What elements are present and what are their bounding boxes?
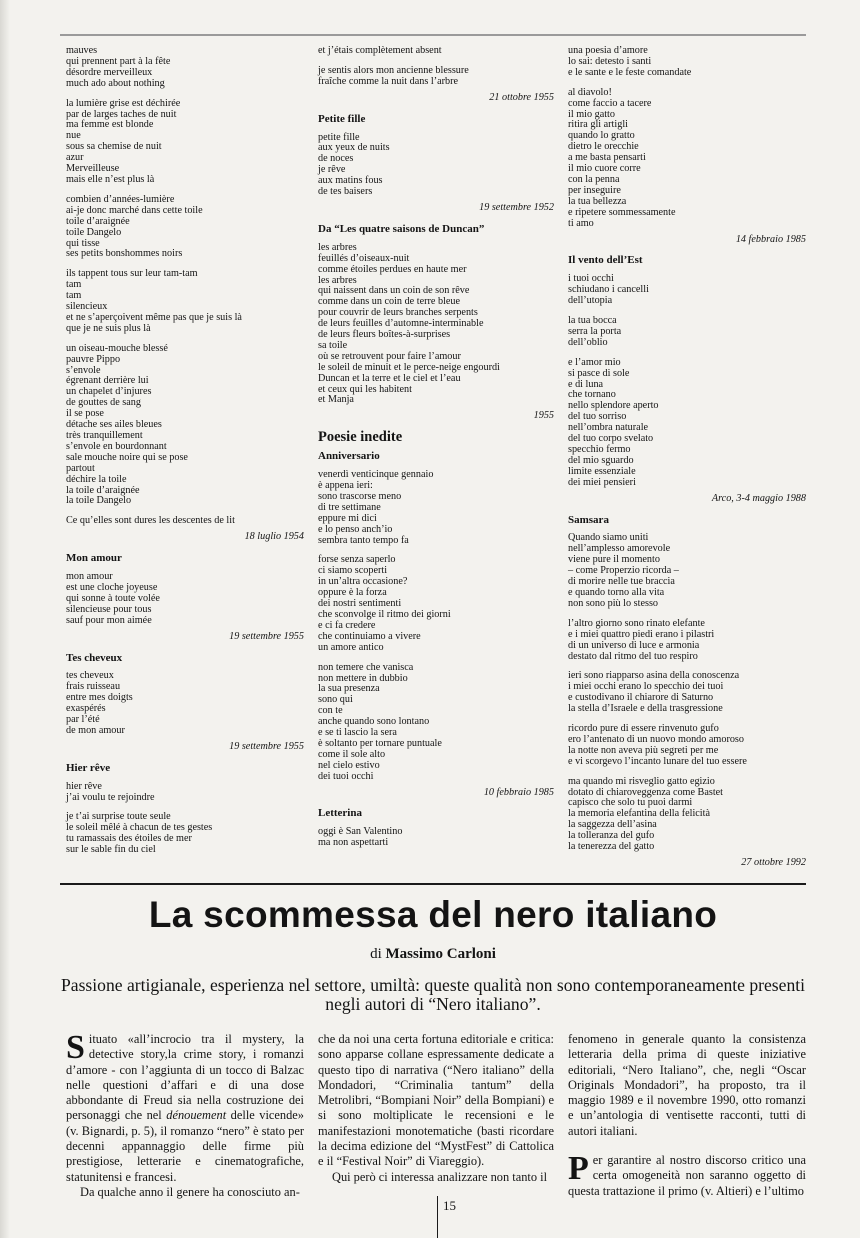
poem-stanza [66,46,304,90]
poem-line: aux yeux de nuits [318,142,390,154]
poem-stanza [568,671,806,715]
article-paragraph [568,1150,806,1199]
poem-title: Il vento dell’Est [568,254,643,267]
poem-line: capisco che solo tu puoi darmi [568,797,693,809]
poem-line: sa toile [318,339,348,351]
poem-stanza [568,274,806,307]
poem-date: 19 settembre 1952 [479,201,554,213]
poem-stanza [568,46,806,79]
poem-stanza [568,358,806,489]
poem-line: del tuo sorriso [568,411,627,423]
article-paragraph: Qui però ci interessa analizzare non tanto il [332,1169,548,1184]
poem-line: e se ti lascio la sera [318,727,397,739]
poem-line: et j’étais complètement absent [318,45,442,56]
poem-line: Duncan et la terre et le ciel et l’eau [318,372,461,384]
poem-date: 19 settembre 1955 [229,740,304,752]
poem-line: il se pose [66,408,104,420]
poem-line: par de larges taches de nuit [66,108,177,120]
poem-stanza [318,555,554,653]
poem-line: je sentis alors mon ancienne blessure [318,64,469,76]
poem-line: le soleil mêlé à chacun de tes gestes [66,822,213,834]
poem-line: Ce qu’elles sont dures les descentes de lit [66,515,235,527]
poem-date: Arco, 3-4 maggio 1988 [711,492,806,504]
poem-line: eppure mi dici [318,512,377,524]
poem-line: qui sonne à toute volée [66,592,160,604]
poem-line: de tes baisers [318,186,373,198]
poem-line: a me basta pensarti [568,152,646,164]
poem-line: sauf pour mon aimée [66,614,152,626]
poem-line: l’altro giorno sono rinato elefante [568,617,705,629]
poem-line: viene pure il momento [568,554,660,566]
poem-line: fraîche comme la nuit dans l’arbre [318,75,459,87]
poem-line: di un universo di luce e armonia [568,639,700,651]
poem-line: un oiseau-mouche blessé [66,342,168,354]
poem-line: il mio cuore corre [568,163,641,175]
poem-date: 1955 [533,410,554,422]
poem-line: très tranquillement [66,430,143,441]
poem-line: aux matins fous [318,175,383,187]
section-title: Poesie inedite [318,429,403,446]
poem-line: ai-je donc marché dans cette toile [66,204,203,216]
poem-line: tes cheveux [66,670,114,682]
poem-line: e ci fa credere [318,619,376,631]
drop-cap: P [568,1150,589,1188]
poem-line: oggi è San Valentino [318,826,403,838]
poem-line: forse senza saperlo [318,554,396,566]
poem-stanza [66,812,304,856]
poem-stanza [66,195,304,260]
poem-line: destato dal ritmo del tuo respiro [568,650,698,662]
poem-line: silencieuse pour tous [66,603,152,615]
poem-line: la tolleranza del gufo [568,830,655,842]
poem-line: la tua bellezza [568,195,627,207]
article-paragraph: fenomeno in generale quanto la consistenza letteraria della prima di queste iniziative editoriali, “Nero Italiano”, che, negli “Oscar Originals Mondadori”, ha proposto, tra il maggio 1989 e il novembre 1990, otto romanzi e un’antologia di ventisette racconti, tutti di autori italiani. [568,1032,806,1138]
poem-date: 14 febbraio 1985 [735,233,806,245]
poem-line: tu ramassais des étoiles de mer [66,833,192,845]
poem-line: déchire la toile [66,473,127,485]
poem-line: dell’oblio [568,336,608,348]
poem-date: 21 ottobre 1955 [489,91,554,103]
poem-date: 19 settembre 1955 [229,630,304,642]
poem-line: – come Properzio ricorda – [568,565,679,577]
poem-line: nue [66,130,81,142]
poem-stanza [66,782,304,804]
poem-line: ti amo [568,217,594,229]
poem-line: qui naissent dans un coin de son rêve [318,285,470,297]
poem-line: del mio sguardo [568,454,634,466]
poem-line: égrenant derrière lui [66,375,149,387]
poem-line: specchio fermo [568,444,631,455]
poem-line: Merveilleuse [66,163,120,175]
poem-line: una poesia d’amore [568,45,648,56]
poem-line: sono qui [318,694,353,706]
poem-line: toile d’araignée [66,215,130,227]
page-number: 15 [443,1198,456,1213]
poem-line: la tua bocca [568,315,617,327]
poem-stanza [66,516,304,527]
poem-stanza [318,470,554,546]
poem-line: anche quando sono lontano [318,716,430,728]
poem-line: che continuiamo a vivere [318,630,421,642]
poem-line: si pasce di sole [568,367,630,379]
poem-stanza [568,88,806,230]
article-text: delle vicende» (v. Bignardi, p. 5), il romanzo “nero” è stato per decenni appannaggio delle firme più prestigiose, letterarie e cinematografiche, statunitensi e francesi. [66,1108,305,1184]
poem-line: de gouttes de sang [66,397,141,409]
poem-line: sur le sable fin du ciel [66,844,156,856]
poem-line: je t’ai surprise toute seule [66,811,171,823]
poem-line: est une cloche joyeuse [66,581,158,593]
poem-line: un chapelet d’injures [66,386,152,398]
poem-line: j’ai voulu te rejoindre [66,791,155,803]
poem-line: partout [66,462,95,474]
poem-line: où se retrouvent pour faire l’amour [318,350,461,362]
poem-line: ci siamo scoperti [318,565,388,577]
poem-line: è soltanto per tornare puntuale [318,737,442,749]
poem-line: la stella d’Israele e della trasgressione [568,703,723,715]
poem-line: e lo penso anch’io [318,523,393,535]
poem-title: Anniversario [318,450,380,463]
poem-line: ma femme est blonde [66,119,154,131]
poem-line: exaspérés [66,703,106,715]
poem-line: oppure è la forza [318,587,387,599]
folio-rule [437,1196,438,1238]
poem-line: come faccio a tacere [568,97,652,109]
poem-stanza [568,724,806,768]
poem-line: les arbres [318,274,357,286]
poem-line: comme dans un coin de terre bleue [318,296,461,308]
poem-line: del tuo corpo svelato [568,433,654,445]
poem-line: non mettere in dubbio [318,672,408,684]
poem-line: azur [66,152,84,164]
article-column-2 [318,1032,554,1185]
poem-stanza [66,269,304,334]
poem-line: hier rêve [66,780,102,792]
poem-line: petite fille [318,131,360,143]
poem-line: la memoria elefantina della felicità [568,808,710,820]
poem-line: et ne s’aperçoivent même pas que je suis là [66,311,242,323]
poem-stanza [66,99,304,186]
drop-cap: S [66,1029,85,1066]
article-column-3 [568,1032,806,1199]
poem-line: de noces [318,153,354,165]
poem-line: schiudano i cancelli [568,284,649,296]
poem-line: toile Dangelo [66,226,122,238]
poem-line: sale mouche noire qui se pose [66,451,188,463]
poem-line: sono trascorse meno [318,490,402,502]
poem-stanza [318,66,554,88]
poem-line: entre mes doigts [66,692,133,704]
poem-line: come il sole alto [318,748,386,760]
poem-title: Tes cheveux [66,651,123,664]
poem-line: e ripetere sommessamente [568,206,676,218]
paragraph-gap [568,1139,806,1153]
poem-line: dei miei pensieri [568,476,636,488]
poem-title: Mon amour [66,552,122,565]
poem-line: nel cielo estivo [318,759,380,771]
poem-line: e le sante e le feste comandate [568,66,692,78]
poem-line: serra la porta [568,325,622,337]
poem-line: silencieux [66,301,108,313]
poem-title: Samsara [568,513,609,526]
top-rule [60,34,806,36]
poem-line: dei nostri sentimenti [318,598,402,610]
poem-line: ero l’antenato di un nuovo mondo amoroso [568,733,744,745]
poem-line: in un’altra occasione? [318,576,408,588]
poem-line: mauves [66,45,98,56]
poem-title: Da “Les quatre saisons de Duncan” [318,222,485,235]
page-edge-shadow [0,0,10,1238]
poem-line: détache ses ailes bleues [66,419,162,431]
poem-line: la saggezza dell’asina [568,819,657,831]
poem-line: dell’utopia [568,295,613,307]
poem-line: dotato di chiaroveggenza come Bastet [568,786,724,798]
poem-line: di tre settimane [318,501,381,513]
poem-line: dietro le orecchie [568,141,639,153]
poem-line: un amore antico [318,641,384,653]
poem-line: ses petits bonshommes noirs [66,248,183,260]
poem-title: Letterina [318,807,362,820]
poem-line: ricordo pure di essere rinvenuto gufo [568,723,719,735]
article-text: ituato «all’incrocio tra il mystery, la detective story,la crime story, i romanzi d’amore - con l’aggiunta di un tocco di Balzac nelle questioni d’affari e di una dose abbondante di Freud sia nella costruzione dei personaggi che nel [66,1032,304,1123]
poem-line: e quando torno alla vita [568,586,665,598]
poem-line: che tornano [568,389,616,401]
poem-title: Petite fille [318,112,366,125]
poem-line: limite essenziale [568,465,636,477]
poem-line: Quando siamo uniti [568,532,649,544]
poem-line: nell’ombra naturale [568,422,649,434]
poem-stanza [66,671,304,736]
poem-stanza [318,243,554,407]
poem-line: la lumière grise est déchirée [66,97,181,109]
poem-line: et Manja [318,394,354,406]
poem-line: qui prennent part à la fête [66,55,171,67]
poem-column-3 [568,46,806,879]
poem-line: e l’amor mio [568,356,621,368]
poem-line: pauvre Pippo [66,353,121,365]
poem-line: la sua presenza [318,683,380,695]
article-headline: La scommessa del nero italiano [148,894,718,935]
poem-line: par l’été [66,714,100,726]
poem-line: ritira gli artigli [568,119,628,131]
poem-line: et ceux qui les habitent [318,383,412,395]
poem-stanza [66,572,304,627]
poem-line: nello splendore aperto [568,400,659,412]
poem-line: la toile d’araignée [66,484,140,496]
poem-line: dei tuoi occhi [318,770,374,782]
poem-line: i miei occhi erano lo specchio dei tuoi [568,681,724,693]
article-column-1 [66,1029,305,1200]
poem-line: la toile Dangelo [66,495,132,507]
poem-line: frais ruisseau [66,681,121,693]
poem-line: s’envole en bourdonnant [66,440,167,452]
poem-stanza [318,133,554,198]
poem-line: ma quando mi risveglio gatto egizio [568,775,715,787]
poem-line: e custodivano il chiarore di Saturno [568,692,714,704]
poem-line: ma non aspettarti [318,837,389,849]
poem-line: mais elle n’est plus là [66,173,155,185]
poem-line: tam [66,290,82,302]
poem-line: de leurs feuilles d’automne-interminable [318,318,484,330]
poem-title: Hier rêve [66,761,111,774]
poem-line: il mio gatto [568,108,615,120]
article-paragraph: Da qualche anno il genere ha conosciuto an- [80,1184,300,1199]
poem-line: venerdì venticinque gennaio [318,469,434,481]
poem-line: nell’amplesso amorevole [568,543,671,555]
poem-line: con la penna [568,173,620,185]
article-paragraph: che da noi una certa fortuna editoriale e critica: sono apparse collane espressamente dedicate a questo tipo di narrativa (“Nero italiano” della Mondadori, “Criminalia tantum” della Metrolibri, “Bompiani Noir” della Bompiani) e si sono moltiplicate le recensioni e le manifestazioni monotematiche (basti ricordare la decima edizione del “MystFest” di Cattolica e il “Festival Noir” di Viareggio). [318,1032,554,1169]
poem-line: i tuoi occhi [568,273,614,285]
poem-line: la notte non aveva più segreti per me [568,744,719,756]
poem-line: qui tisse [66,237,100,249]
poem-line: pour couvrir de leurs branches serpents [318,307,478,319]
poem-stanza [568,533,806,609]
poem-stanza [568,619,806,663]
poem-line: è appena ieri: [318,480,373,491]
poem-stanza [66,344,304,508]
poem-stanza [318,663,554,783]
byline-prefix: di [370,946,382,962]
poem-line: de leurs fleurs boîtes-à-surprises [318,329,451,341]
poem-line: le soleil de minuit et le perce-neige engourdi [318,361,500,373]
poem-line: e vi scorgevo l’incanto lunare del tuo essere [568,755,747,767]
poem-line: s’envole [66,364,101,376]
poem-line: al diavolo! [568,86,612,98]
poem-date: 10 febbraio 1985 [483,786,554,798]
poem-line: much ado about nothing [66,77,165,89]
poem-line: les arbres [318,241,357,253]
poem-line: désordre merveilleux [66,66,153,78]
poem-line: ieri sono riapparso asina della conoscenza [568,670,740,682]
poem-line: lo sai: detesto i santi [568,55,652,67]
poem-stanza [568,777,806,853]
poem-line: e di luna [568,378,604,390]
poem-stanza [318,46,554,57]
poem-line: non temere che vanisca [318,661,414,673]
poem-line: mon amour [66,571,113,583]
article-byline [60,946,806,963]
poem-date: 27 ottobre 1992 [741,857,806,868]
byline-author: Massimo Carloni [385,946,496,962]
poem-line: e i miei quattro piedi erano i pilastri [568,628,715,640]
poem-line: comme étoiles perdues en haute mer [318,263,467,275]
poem-line: sous sa chemise de nuit [66,141,162,153]
poem-date: 18 luglio 1954 [244,531,304,543]
poem-line: di morire nelle tue braccia [568,576,675,588]
poem-line: che sconvolge il ritmo dei giorni [318,608,451,620]
article-text: er garantire al nostro discorso critico una certa omogeneità non saranno oggetto di questa trattazione il primo (v. Altieri) e l’ultimo [568,1153,806,1198]
poem-line: la tenerezza del gatto [568,841,655,853]
poem-line: combien d’années-lumière [66,193,175,205]
poem-stanza [318,827,554,849]
poem-line: feuillés d’oiseaux-nuit [318,252,410,264]
poem-line: sembra tanto tempo fa [318,534,409,546]
poem-line: je rêve [318,164,346,176]
poem-line: de mon amour [66,724,125,736]
poem-line: con te [318,705,343,717]
poem-line: non sono più lo stesso [568,597,658,609]
article-subhead: Passione artigianale, esperienza nel settore, umiltà: queste qualità non sono contemporaneamente presenti negli autori di “Nero italiano”. [60,975,806,1014]
poem-line: que je ne suis plus là [66,322,151,334]
section-divider [60,883,806,885]
poem-column-2 [318,46,554,858]
poem-line: ils tappent tous sur leur tam-tam [66,268,198,280]
poem-line: tam [66,279,82,291]
article-emphasis: dénouement [166,1108,227,1123]
poem-stanza [568,316,806,349]
poem-line: per inseguire [568,184,621,196]
poem-line: quando lo gratto [568,130,635,142]
poem-column-1 [66,46,304,865]
